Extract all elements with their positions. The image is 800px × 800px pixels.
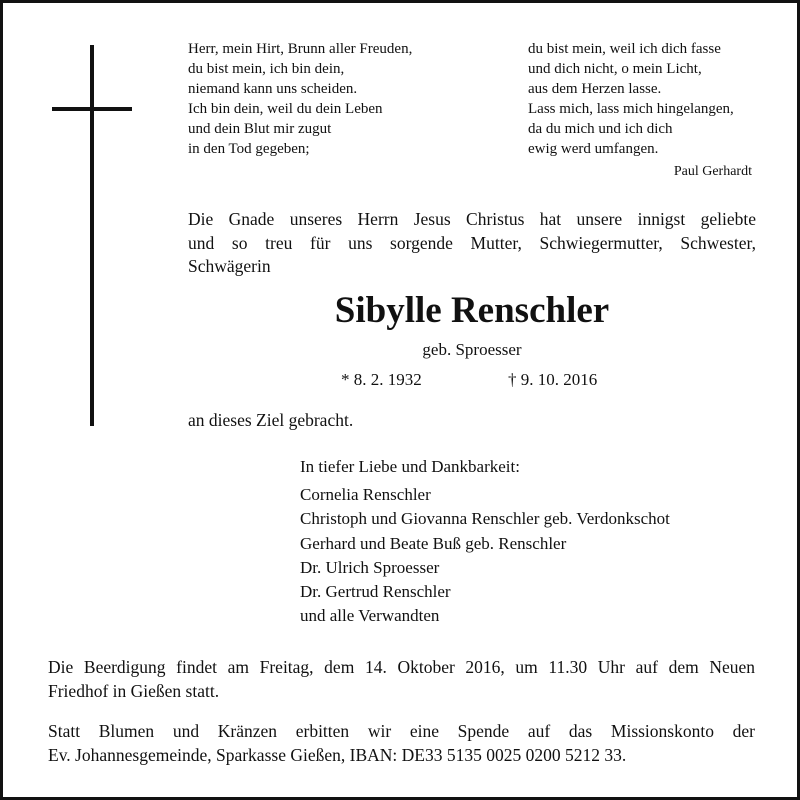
donation-line: Ev. Johannesgemeinde, Sparkasse Gießen, IBAN: DE33 5135 0025 0200 5212 33. bbox=[48, 744, 627, 765]
donation-line: Statt Blumen und Kränzen erbitten wir eine Spende auf das Missionskonto der bbox=[48, 721, 755, 741]
poem-line: aus dem Herzen lasse. bbox=[528, 81, 662, 97]
mourner-name: Christoph und Giovanna Renschler geb. Verdonkschot bbox=[300, 509, 670, 529]
poem-line: und dich nicht, o mein Licht, bbox=[528, 61, 702, 77]
poem-line: du bist mein, weil ich dich fasse bbox=[528, 41, 721, 57]
mourner-name: Gerhard und Beate Buß geb. Renschler bbox=[300, 533, 567, 553]
poem-line: niemand kann uns scheiden. bbox=[188, 81, 358, 97]
poem-left-column bbox=[188, 39, 488, 159]
funeral-line: Die Beerdigung findet am Freitag, dem 14. Oktober 2016, um 11.30 Uhr auf dem Neuen bbox=[48, 657, 755, 677]
mourners-list bbox=[300, 455, 670, 628]
poem-line: in den Tod gegeben; bbox=[188, 141, 310, 157]
poem-line: du bist mein, ich bin dein, bbox=[188, 61, 345, 77]
poem-line: Ich bin dein, weil du dein Leben bbox=[188, 101, 383, 117]
mourner-name: Dr. Ulrich Sproesser bbox=[300, 557, 440, 577]
announcement-intro bbox=[188, 208, 756, 279]
poem-line: da du mich und ich dich bbox=[528, 121, 673, 137]
poem-author: Paul Gerhardt bbox=[673, 164, 752, 179]
mourner-name: und alle Verwandten bbox=[300, 606, 440, 626]
intro-line: Schwägerin bbox=[188, 256, 271, 276]
cross-horizontal-bar bbox=[52, 107, 132, 111]
mourner-name: Cornelia Renschler bbox=[300, 485, 431, 505]
intro-line: Die Gnade unseres Herrn Jesus Christus hat unsere innigst geliebte bbox=[188, 209, 756, 229]
intro-line: und so treu für uns sorgende Mutter, Schwiegermutter, Schwester, bbox=[188, 232, 756, 253]
donation-info bbox=[48, 720, 755, 767]
poem-line: Herr, mein Hirt, Brunn aller Freuden, bbox=[188, 41, 413, 57]
funeral-line: Friedhof in Gießen statt. bbox=[48, 680, 220, 701]
mourner-name: Dr. Gertrud Renschler bbox=[300, 582, 451, 602]
mourners-heading: In tiefer Liebe und Dankbarkeit: bbox=[300, 457, 520, 476]
poem-line: ewig werd umfangen. bbox=[528, 141, 659, 157]
birth-name: geb. Sproesser bbox=[422, 340, 522, 359]
cross-vertical-bar bbox=[90, 45, 94, 426]
poem-line: und dein Blut mir zugut bbox=[188, 121, 332, 137]
deceased-name: Sibylle Renschler bbox=[334, 290, 610, 331]
poem-right-column bbox=[528, 39, 778, 159]
funeral-info bbox=[48, 656, 755, 703]
birth-date: * 8. 2. 1932 bbox=[341, 370, 422, 389]
death-date: † 9. 10. 2016 bbox=[508, 370, 598, 389]
announcement-intro-end: an dieses Ziel gebracht. bbox=[188, 410, 354, 430]
poem-line: Lass mich, lass mich hingelangen, bbox=[528, 101, 734, 117]
